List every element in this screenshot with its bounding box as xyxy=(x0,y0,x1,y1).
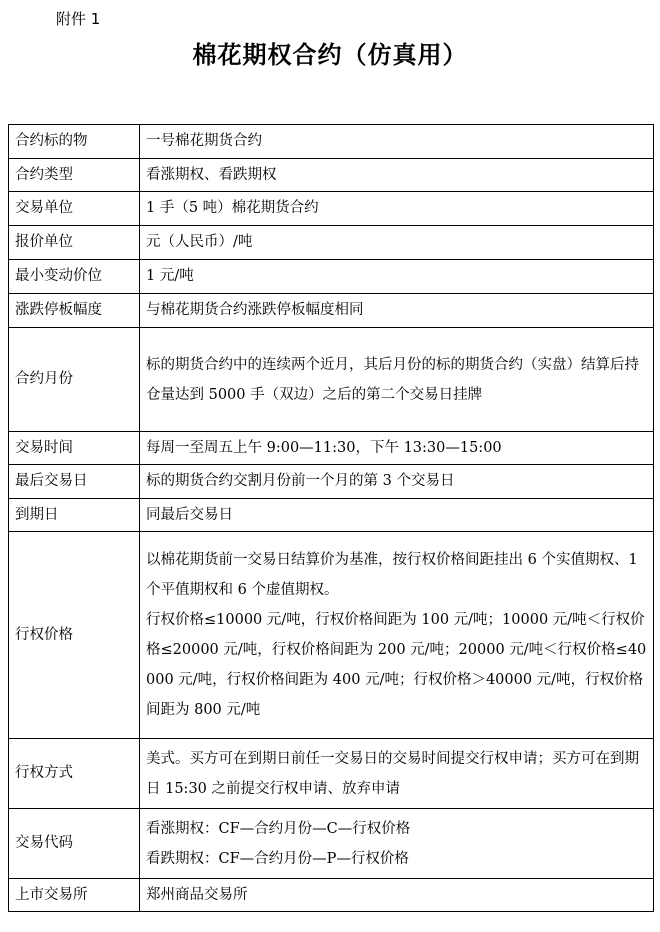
row-value xyxy=(140,809,654,879)
row-value xyxy=(140,499,654,532)
value-line: 一号棉花期货合约 xyxy=(146,133,262,149)
table-row xyxy=(9,294,654,328)
table-row xyxy=(9,499,654,532)
row-label: 合约标的物 xyxy=(9,125,140,159)
row-value xyxy=(140,879,654,912)
row-label: 涨跌停板幅度 xyxy=(9,294,140,328)
row-value xyxy=(140,260,654,294)
table-row xyxy=(9,465,654,499)
value-line: 1 元/吨 xyxy=(146,268,194,284)
row-value xyxy=(140,226,654,260)
table-row xyxy=(9,260,654,294)
attachment-label: 附件 1 xyxy=(56,10,101,28)
row-value xyxy=(140,739,654,809)
row-label: 行权价格 xyxy=(9,532,140,739)
row-label: 报价单位 xyxy=(9,226,140,260)
row-label: 交易时间 xyxy=(9,432,140,465)
row-label: 最小变动价位 xyxy=(9,260,140,294)
row-label: 合约月份 xyxy=(9,328,140,432)
table-row xyxy=(9,739,654,809)
table-row xyxy=(9,192,654,226)
value-line: 郑州商品交易所 xyxy=(146,886,248,903)
row-label: 交易代码 xyxy=(9,809,140,879)
table-row xyxy=(9,159,654,192)
table-row xyxy=(9,432,654,465)
value-line: 看涨期权、看跌期权 xyxy=(146,166,277,183)
row-label: 交易单位 xyxy=(9,192,140,226)
row-value xyxy=(140,328,654,432)
value-line: 与棉花期货合约涨跌停板幅度相同 xyxy=(146,302,364,318)
row-label: 合约类型 xyxy=(9,159,140,192)
row-label: 行权方式 xyxy=(9,739,140,809)
table-row xyxy=(9,879,654,912)
table-row xyxy=(9,328,654,432)
table-row xyxy=(9,809,654,879)
value-line: 标的期货合约交割月份前一个月的第 3 个交易日 xyxy=(146,473,455,489)
row-value xyxy=(140,294,654,328)
value-line: 以棉花期货前一交易日结算价为基准，按行权价格间距挂出 6 个实值期权、1 个平值期权和 6 个虚值期权。 xyxy=(146,552,638,598)
value-line: 看涨期权：CF—合约月份—C—行权价格 xyxy=(146,820,411,837)
row-value xyxy=(140,125,654,159)
row-value xyxy=(140,432,654,465)
table-row xyxy=(9,532,654,739)
value-line: 每周一至周五上午 9:00—11:30，下午 13:30—15:00 xyxy=(146,439,502,456)
value-line: 标的期货合约中的连续两个近月，其后月份的标的期货合约（实盘）结算后持仓量达到 5000 手（双边）之后的第二个交易日挂牌 xyxy=(146,356,639,403)
row-label: 最后交易日 xyxy=(9,465,140,499)
table-row xyxy=(9,226,654,260)
row-value xyxy=(140,465,654,499)
row-label: 上市交易所 xyxy=(9,879,140,912)
value-line: 看跌期权：CF—合约月份—P—行权价格 xyxy=(146,850,409,867)
value-line: 美式。买方可在到期日前任一交易日的交易时间提交行权申请；买方可在到期日 15:30 之前提交行权申请、放弃申请 xyxy=(146,750,639,797)
value-line: 行权价格≤10000 元/吨，行权价格间距为 100 元/吨；10000 元/吨＜行权价格≤20000 元/吨，行权价格间距为 200 元/吨；20000 元/吨＜行权价格≤40000 元/吨，行权价格间距为 400 元/吨；行权价格＞40000 元/吨，行权价格间距为 800 元/吨 xyxy=(146,612,647,718)
table-row xyxy=(9,125,654,159)
row-value xyxy=(140,532,654,739)
value-line: 元（人民币）/吨 xyxy=(146,234,253,250)
row-value xyxy=(140,159,654,192)
contract-spec-table xyxy=(8,124,654,912)
value-line: 同最后交易日 xyxy=(146,506,233,523)
value-line: 1 手（5 吨）棉花期货合约 xyxy=(146,200,319,216)
document-title: 棉花期权合约（仿真用） xyxy=(192,41,468,69)
row-value xyxy=(140,192,654,226)
row-label: 到期日 xyxy=(9,499,140,532)
